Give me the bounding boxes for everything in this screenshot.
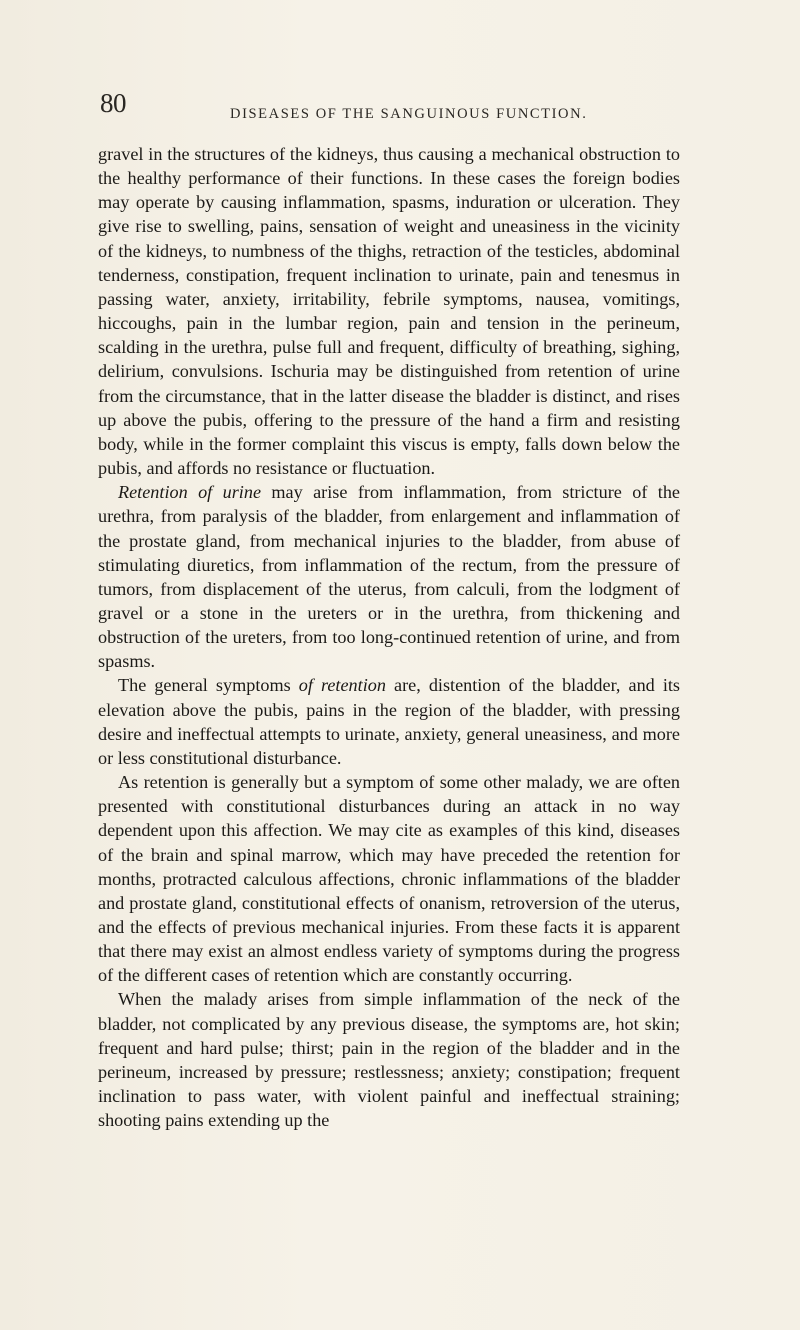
paragraph-4 bbox=[98, 770, 680, 987]
page-number: 80 bbox=[100, 88, 126, 118]
body-text bbox=[98, 142, 680, 1132]
paragraph-5-text: When the malady arises from simple inflammation of the neck of the bladder, not complicated by any previous disease, the symptoms are, hot skin; frequent and hard pulse; thirst; pain in the region of the bladder and in the perineum, increased by pressure; restlessness; anxiety; constipation; frequent inclination to pass water, with violent painful and ineffectual straining; shooting pains extending up the bbox=[98, 989, 680, 1131]
paragraph-3-before-italic: The general symptoms bbox=[118, 675, 299, 696]
paragraph-5 bbox=[98, 987, 680, 1132]
paragraph-1-text: gravel in the structures of the kidneys, thus causing a mechanical obstruction to the healthy performance of their functions. In these cases the foreign bodies may operate by causing inflammation, spasms, induration or ulceration. They give rise to swelling, pains, sensation of weight and uneasiness in the vicinity of the kidneys, to numbness of the thighs, retraction of the testicles, abdominal tenderness, constipation, frequent inclination to urinate, pain and tenesmus in passing water, anxiety, irritability, febrile symptoms, nausea, vomitings, hiccoughs, pain in the lumbar region, pain and tension in the perineum, scalding in the urethra, pulse full and frequent, difficulty of breathing, sighing, delirium, convulsions. Ischuria may be distinguished from retention of urine from the circumstance, that in the latter disease the bladder is distinct, and rises up above the pubis, offering to the pressure of the hand a firm and resisting body, while in the former complaint this viscus is empty, falls down below the pubis, and affords no resistance or fluctuation. bbox=[98, 144, 680, 479]
page-header bbox=[100, 88, 720, 128]
paragraph-2-lead-italic: Retention of urine bbox=[118, 482, 262, 503]
paragraph-2-text: may arise from inflammation, from stricture of the urethra, from paralysis of the bladder, from enlargement and inflammation of the prostate gland, from mechanical injuries to the bladder, from abuse of stimulating diuretics, from inflammation of the rectum, from the pressure of tumors, from displacement of the uterus, from calculi, from the lodgment of gravel or a stone in the ureters or in the urethra, from thickening and obstruction of the ureters, from too long-continued retention of urine, and from spasms. bbox=[98, 482, 680, 672]
paragraph-1 bbox=[98, 142, 680, 480]
paragraph-2 bbox=[98, 480, 680, 673]
running-title: DISEASES OF THE SANGUINOUS FUNCTION. bbox=[230, 106, 588, 122]
paragraph-3-text: are, distention of the bladder, and its elevation above the pubis, pains in the region of the bladder, with pressing desire and ineffectual attempts to urinate, anxiety, general uneasiness, and more or less constitutional disturbance. bbox=[98, 675, 681, 768]
paragraph-3 bbox=[98, 673, 680, 770]
paragraph-3-inline-italic: of retention bbox=[298, 675, 386, 696]
paragraph-4-text: As retention is generally but a symptom of some other malady, we are often presented with constitutional disturbances during an attack in no way dependent upon this affection. We may cite as examples of this kind, diseases of the brain and spinal marrow, which may have preceded the retention for months, protracted calculous affections, chronic inflammations of the bladder and prostate gland, constitutional effects of onanism, retroversion of the uterus, and the effects of previous mechanical injuries. From these facts it is apparent that there may exist an almost endless variety of symptoms during the progress of the different cases of retention which are constantly occurring. bbox=[98, 772, 680, 986]
